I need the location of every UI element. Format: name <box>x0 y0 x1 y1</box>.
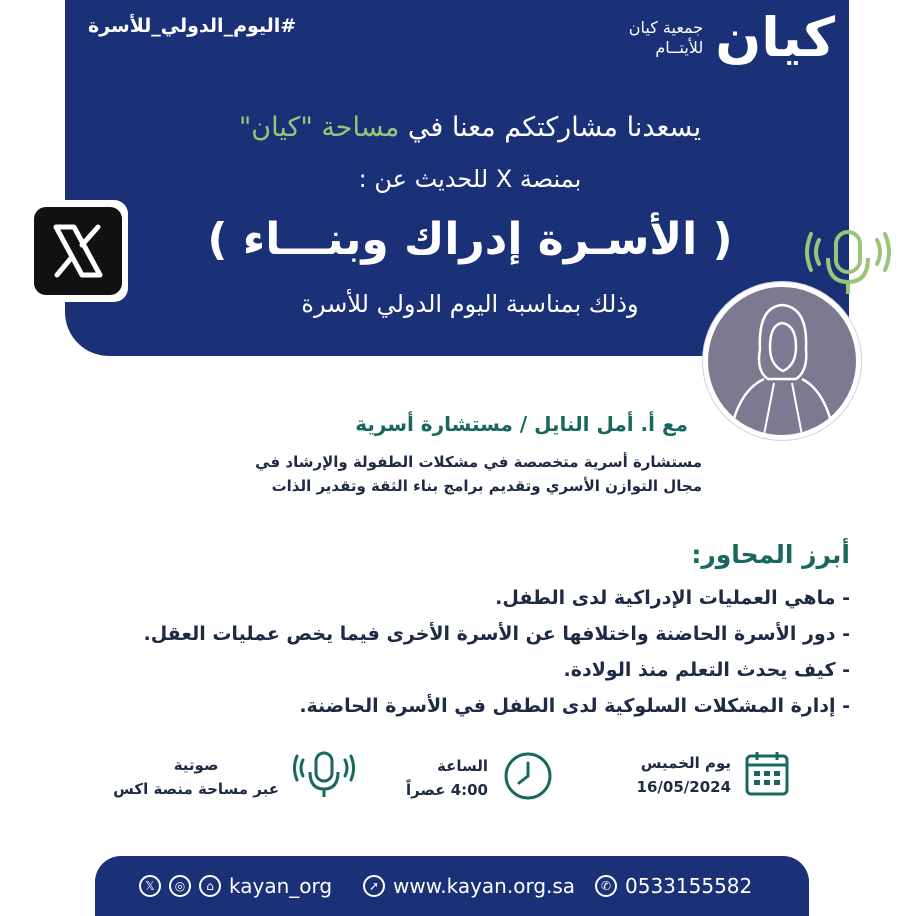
x-logo-tile <box>28 200 128 302</box>
org-name <box>629 18 703 58</box>
kayan-logo <box>628 6 835 69</box>
invite-line-1 <box>150 112 790 143</box>
x-logo-icon <box>34 207 122 295</box>
social-handle[interactable] <box>139 874 332 898</box>
space-name: مساحة "كيان" <box>238 112 400 143</box>
website-text: www.kayan.org.sa <box>393 874 576 898</box>
format-info <box>113 750 355 804</box>
phone-link[interactable] <box>595 874 752 898</box>
speaker-bio <box>232 450 702 498</box>
clock-icon <box>502 750 554 806</box>
time-label: الساعة <box>436 757 488 775</box>
handle-text: kayan_org <box>229 874 333 898</box>
org-name-line1: جمعية كيان <box>628 18 704 37</box>
topic-item: - دور الأسرة الحاضنة واختلافها عن الأسرة الأخرى فيما يخص عمليات العقل. <box>143 623 850 645</box>
speaker-bio-line2: مجال التوازن الأسري وتقديم برامج بناء الثقة وتقدير الذات <box>271 477 702 495</box>
phone-icon: ✆ <box>595 875 617 897</box>
event-title: ( الأسـرة إدراك وبنـــاء ) <box>207 214 733 265</box>
invite-line-2: بمنصة X للحديث عن : <box>358 165 582 193</box>
snapchat-icon[interactable]: ⌂ <box>199 875 221 897</box>
topics-heading: أبرز المحاور: <box>691 540 850 569</box>
speaker-avatar <box>703 282 861 440</box>
time-value: 4:00 عصراً <box>405 781 488 799</box>
speaker-name: مع أ. أمل النايل / مستشارة أسرية <box>355 412 688 436</box>
invite-line-4: وذلك بمناسبة اليوم الدولي للأسرة <box>301 290 639 318</box>
microphone-icon <box>293 750 355 804</box>
topics-list <box>50 580 850 724</box>
time-info <box>406 750 554 806</box>
footer-bar <box>95 856 809 916</box>
format-value: عبر مساحة منصة اكس <box>113 780 279 798</box>
topic-item: - كيف يحدث التعلم منذ الولادة. <box>563 659 850 681</box>
topic-item: - ماهي العمليات الإدراكية لدى الطفل. <box>495 587 850 609</box>
date-info <box>637 750 789 800</box>
day-label: يوم الخميس <box>640 754 731 772</box>
date-value: 16/05/2024 <box>636 778 731 796</box>
cursor-icon: ➚ <box>363 875 385 897</box>
x-icon[interactable]: 𝕏 <box>139 875 161 897</box>
date-text <box>637 751 731 799</box>
topic-item: - إدارة المشكلات السلوكية لدى الطفل في الأسرة الحاضنة. <box>299 695 850 717</box>
org-name-line2: للأيتــام <box>655 38 704 57</box>
invite-text: يسعدنا مشاركتكم معنا في <box>399 112 702 143</box>
format-label: صوتية <box>173 756 219 774</box>
website-link[interactable] <box>363 874 575 898</box>
format-text <box>113 753 279 801</box>
hashtag: #اليوم_الدولي_للأسرة <box>88 15 297 37</box>
phone-text: 0533155582 <box>625 874 753 898</box>
microphone-icon <box>805 228 891 300</box>
speaker-bio-line1: مستشارة أسرية متخصصة في مشكلات الطفولة والإرشاد في <box>255 453 702 471</box>
calendar-icon <box>745 750 789 800</box>
logo-mark: كيان <box>715 6 835 69</box>
time-text <box>406 754 488 802</box>
instagram-icon[interactable]: ◎ <box>169 875 191 897</box>
